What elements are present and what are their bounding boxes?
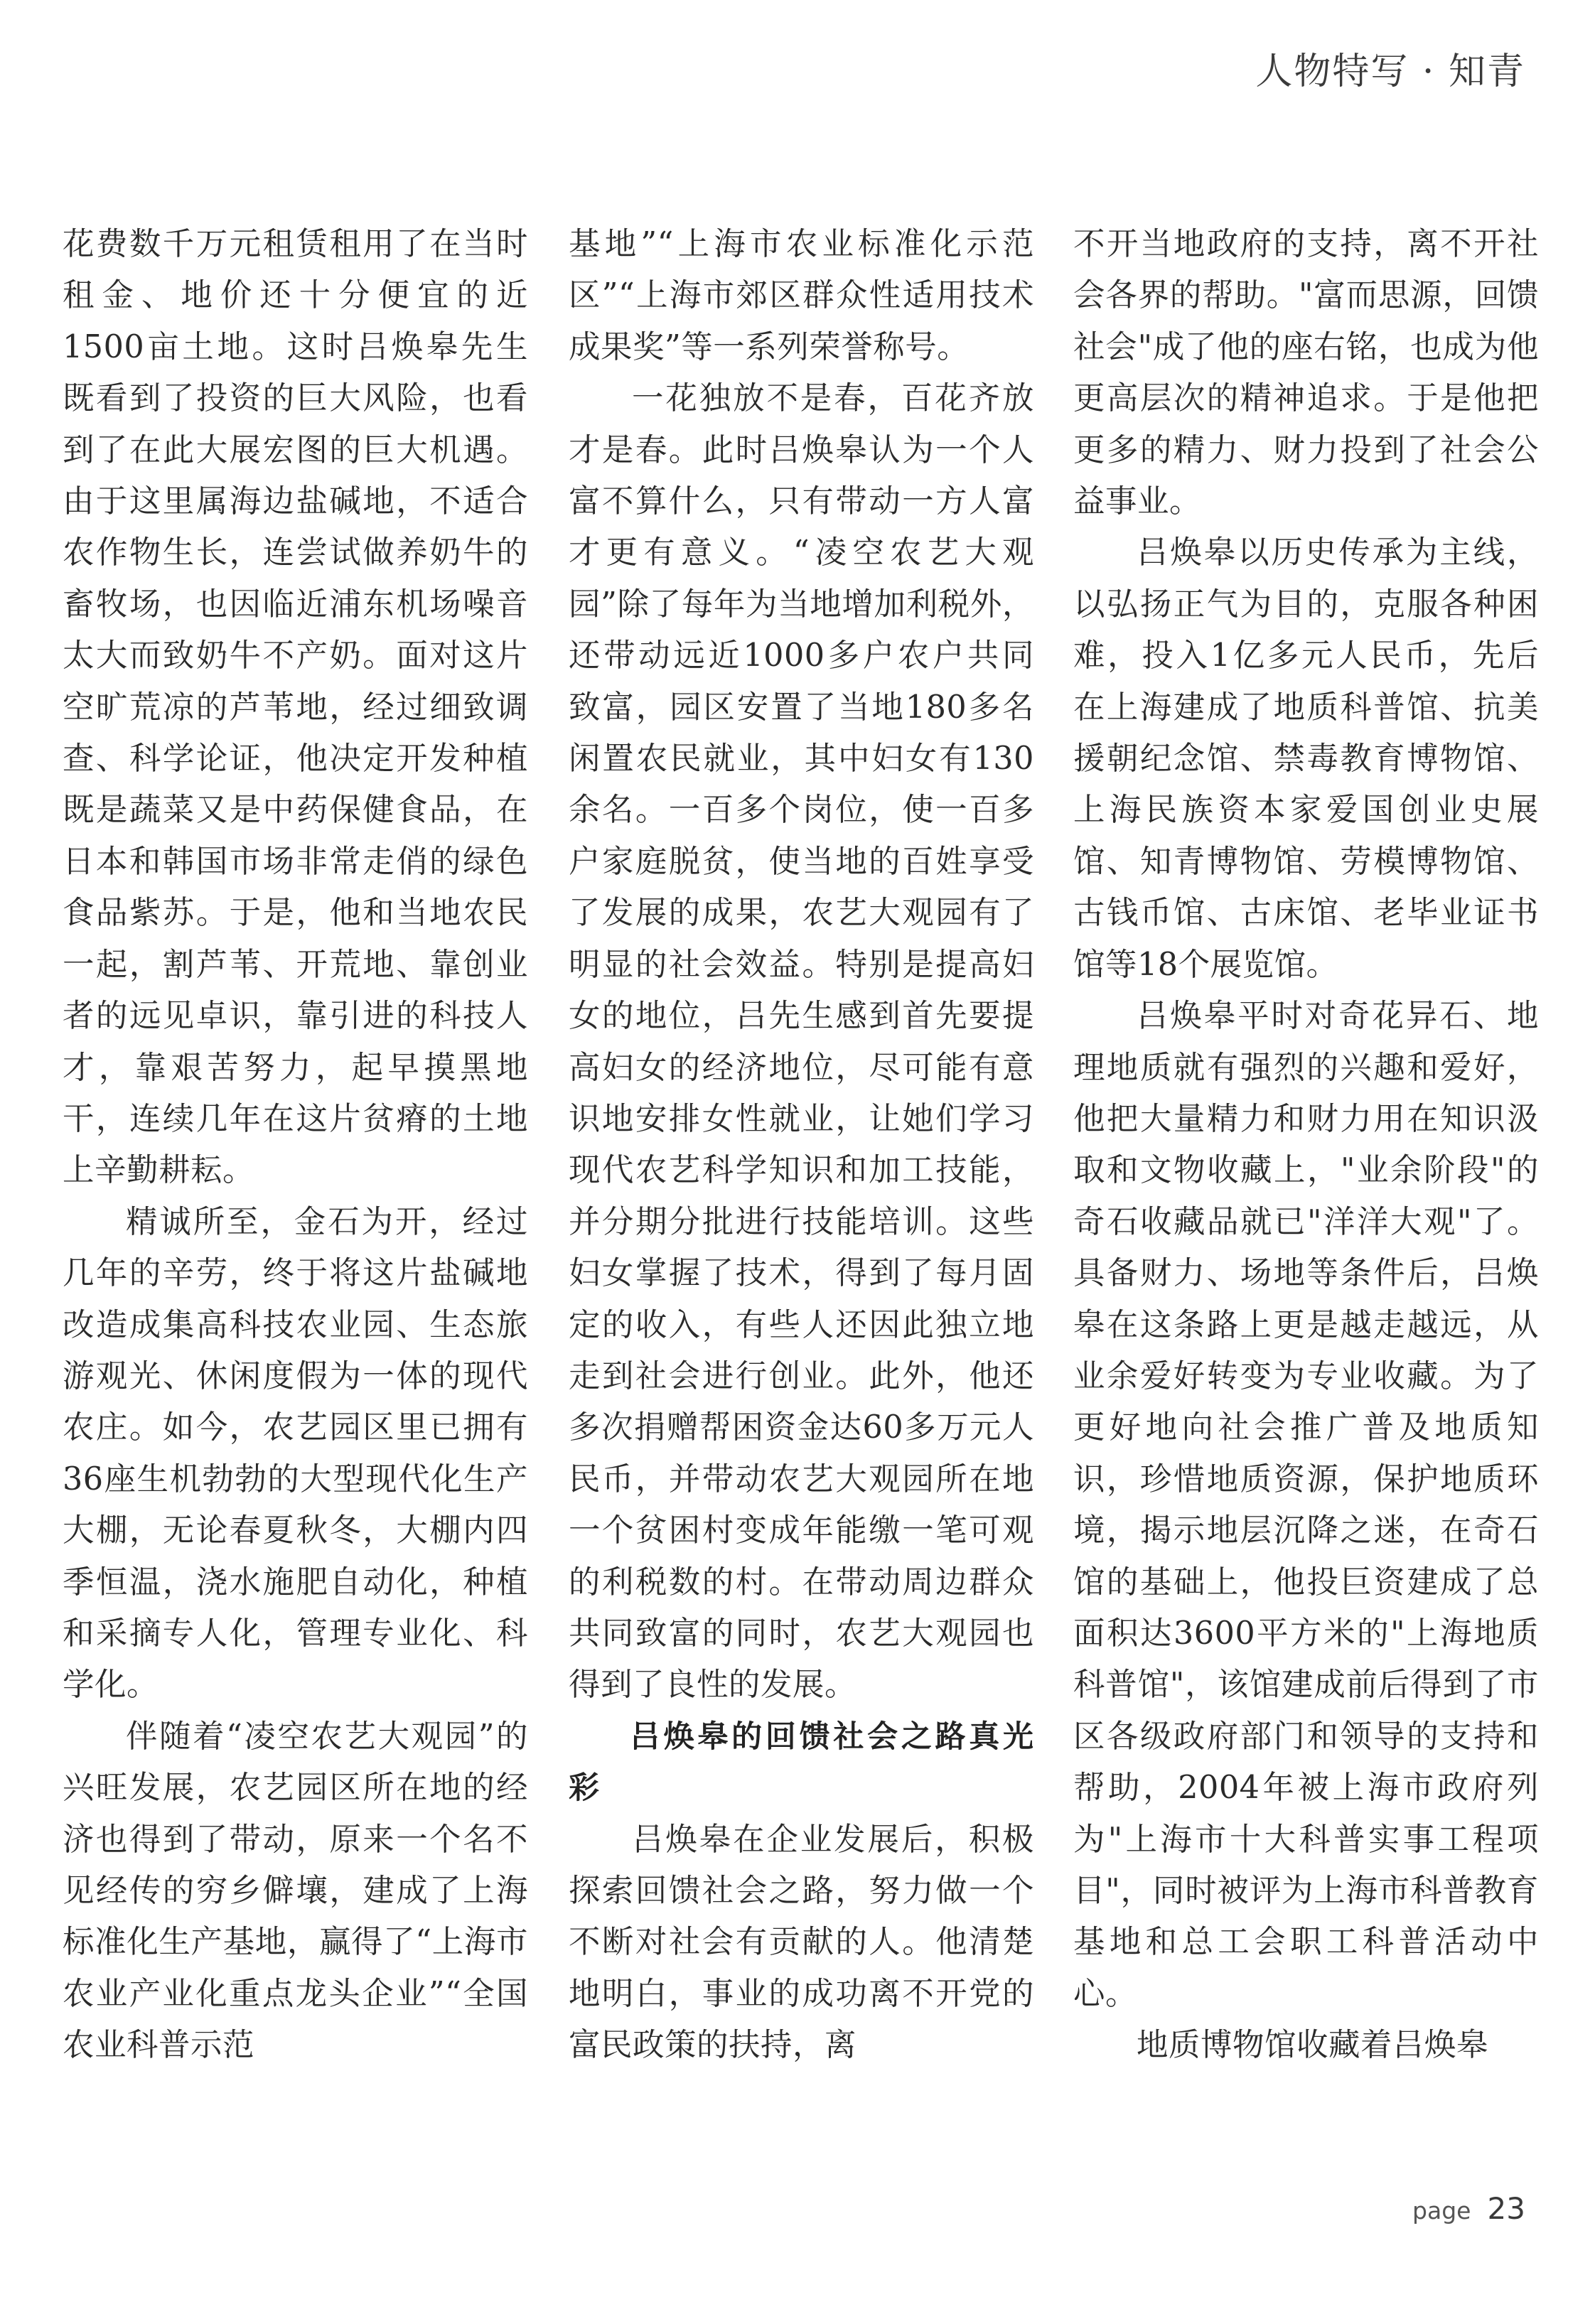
page-label: page (1412, 2197, 1471, 2225)
article-column-2 (569, 219, 1034, 2072)
paragraph: 花费数千万元租赁租用了在当时租金、地价还十分便宜的近1500亩土地。这时吕焕皋先生既看到了投资的巨大风险，也看到了在此大展宏图的巨大机遇。由于这里属海边盐碱地，不适合农作物生长，连尝试做养奶牛的畜牧场，也因临近浦东机场噪音太大而致奶牛不产奶。面对这片空旷荒凉的芦苇地，经过细致调查、科学论证，他决定开发种植既是蔬菜又是中药保健食品，在日本和韩国市场非常走俏的绿色食品紫苏。于是，他和当地农民一起，割芦苇、开荒地、靠创业者的远见卓识，靠引进的科技人才，靠艰苦努力，起早摸黑地干，连续几年在这片贫瘠的土地上辛勤耕耘。 (63, 226, 528, 1189)
page-folio (1412, 2191, 1525, 2226)
page-number: 23 (1487, 2191, 1525, 2226)
paragraph: 吕焕皋在企业发展后，积极探索回馈社会之路，努力做一个不断对社会有贡献的人。他清楚地明白，事业的成功离不开党的富民政策的扶持，离 (569, 1821, 1034, 2064)
section-subheading: 吕焕皋的回馈社会之路真光彩 (569, 1718, 1034, 1807)
paragraph: 基地”“上海市农业标准化示范区”“上海市郊区群众性适用技术成果奖”等一系列荣誉称号。 (569, 226, 1034, 365)
paragraph: 精诚所至，金石为开，经过几年的辛劳，终于将这片盐碱地改造成集高科技农业园、生态旅游观光、休闲度假为一体的现代农庄。如今，农艺园区里已拥有36座生机勃勃的大型现代化生产大棚，无论春夏秋冬，大棚内四季恒温，浇水施肥自动化，种植和采摘专人化，管理专业化、科学化。 (63, 1203, 528, 1704)
paragraph: 伴随着“凌空农艺大观园”的兴旺发展，农艺园区所在地的经济也得到了带动，原来一个名不见经传的穷乡僻壤，建成了上海标准化生产基地，赢得了“上海市农业产业化重点龙头企业”“全国农业科普示范 (63, 1718, 528, 2064)
paragraph: 地质博物馆收藏着吕焕皋 (1137, 2027, 1489, 2064)
paragraph: 吕焕皋平时对奇花异石、地理地质就有强烈的兴趣和爱好，他把大量精力和财力用在知识汲取和文物收藏上，"业余阶段"的奇石收藏品就已"洋洋大观"了。具备财力、场地等条件后，吕焕皋在这条路上更是越走越远，从业余爱好转变为专业收藏。为了更好地向社会推广普及地质知识，珍惜地质资源，保护地质环境，揭示地层沉降之迷，在奇石馆的基础上，他投巨资建成了总面积达3600平方米的"上海地质科普馆"，该馆建成前后得到了市区各级政府部门和领导的支持和帮助，2004年被上海市政府列为"上海市十大科普实事工程项目"，同时被评为上海市科普教育基地和总工会职工科普活动中心。 (1073, 998, 1539, 2012)
paragraph: 不开当地政府的支持，离不开社会各界的帮助。"富而思源，回馈社会"成了他的座右铭，也成为他更高层次的精神追求。于是他把更多的精力、财力投到了社会公益事业。 (1073, 226, 1539, 520)
running-head: 人物特写 · 知青 (1255, 50, 1525, 93)
article-column-1 (63, 219, 528, 2072)
article-column-3 (1073, 219, 1539, 2072)
paragraph: 吕焕皋以历史传承为主线，以弘扬正气为目的，克服各种困难，投入1亿多元人民币，先后在上海建成了地质科普馆、抗美援朝纪念馆、禁毒教育博物馆、上海民族资本家爱国创业史展馆、知青博物馆、劳模博物馆、古钱币馆、古床馆、老毕业证书馆等18个展览馆。 (1073, 534, 1539, 983)
paragraph: 一花独放不是春，百花齐放才是春。此时吕焕皋认为一个人富不算什么，只有带动一方人富才更有意义。“凌空农艺大观园”除了每年为当地增加利税外，还带动远近1000多户农户共同致富，园区安置了当地180多名闲置农民就业，其中妇女有130余名。一百多个岗位，使一百多户家庭脱贫，使当地的百姓享受了发展的成果，农艺大观园有了明显的社会效益。特别是提高妇女的地位，吕先生感到首先要提高妇女的经济地位，尽可能有意识地安排女性就业，让她们学习现代农艺科学知识和加工技能，并分期分批进行技能培训。这些妇女掌握了技术，得到了每月固定的收入，有些人还因此独立地走到社会进行创业。此外，他还多次捐赠帮困资金达60多万元人民币，并带动农艺大观园所在地一个贫困村变成年能缴一笔可观的利税数的村。在带动周边群众共同致富的同时，农艺大观园也得到了良性的发展。 (569, 380, 1034, 1704)
